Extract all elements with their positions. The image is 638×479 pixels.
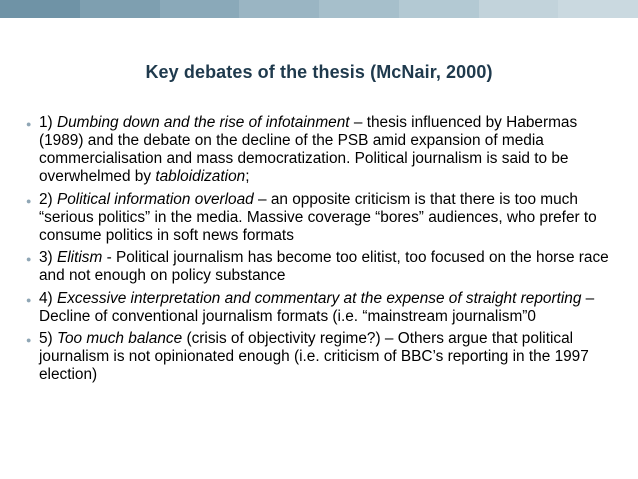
band-segment (0, 0, 80, 18)
slide-title: Key debates of the thesis (McNair, 2000) (145, 62, 493, 82)
bullet-heading: Excessive interpretation and commentary at the expense of straight reporting (56, 289, 582, 307)
bullet-text: – an opposite criticism is that there is too much “serious politics” in the media. Massive coverage “bores” audiences, who prefer to consume politics in soft news formats (39, 190, 597, 244)
bullet-dot-icon: ● (26, 195, 32, 206)
bullet-prefix: 4) (39, 289, 57, 307)
bullet-heading: Dumbing down and the rise of infotainment (56, 114, 350, 131)
bullet-dot-icon: ● (26, 335, 32, 345)
bullet-prefix: 1) (39, 114, 57, 131)
band-segment (80, 0, 160, 18)
bullet-text: – thesis influenced by Habermas (1989) and the debate on the decline of the PSB amid expansion of media commercialisation and mass democratization. Political journalism is said to be overwhelmed by (39, 114, 578, 185)
bullet-heading: Elitism (56, 249, 103, 266)
bullet-item (26, 249, 616, 285)
band-segment (479, 0, 559, 18)
bullet-prefix: 3) (39, 249, 57, 266)
band-segment (558, 0, 638, 18)
bullet-text-end: ; (245, 168, 250, 185)
band-segment (319, 0, 399, 18)
bullet-item (26, 114, 616, 186)
band-segment (239, 0, 319, 18)
bullet-item (26, 191, 616, 245)
bullet-prefix: 2) (39, 190, 57, 208)
bullet-prefix: 5) (39, 330, 57, 347)
bullet-item (26, 290, 616, 326)
bullet-emphasis: tabloidization (155, 168, 246, 185)
bullet-text: – Decline of conventional journalism formats (i.e. “mainstream journalism”0 (39, 289, 595, 325)
bullet-dot-icon: ● (26, 119, 32, 129)
bullet-dot-icon: ● (26, 294, 32, 305)
band-segment (399, 0, 479, 18)
bullet-dot-icon: ● (26, 254, 32, 264)
band-segment (160, 0, 240, 18)
bullet-text: (crisis of objectivity regime?) – Others argue that political journalism is not opinionated enough (i.e. criticism of BBC’s reporting in the 1997 election) (39, 330, 589, 383)
bullet-heading: Political information overload (56, 190, 254, 208)
bullet-text: - Political journalism has become too elitist, too focused on the horse race and not enough on policy substance (39, 249, 609, 284)
header-color-band (0, 0, 638, 18)
bullet-list (26, 114, 616, 389)
bullet-heading: Too much balance (56, 330, 183, 347)
bullet-item (26, 330, 616, 384)
